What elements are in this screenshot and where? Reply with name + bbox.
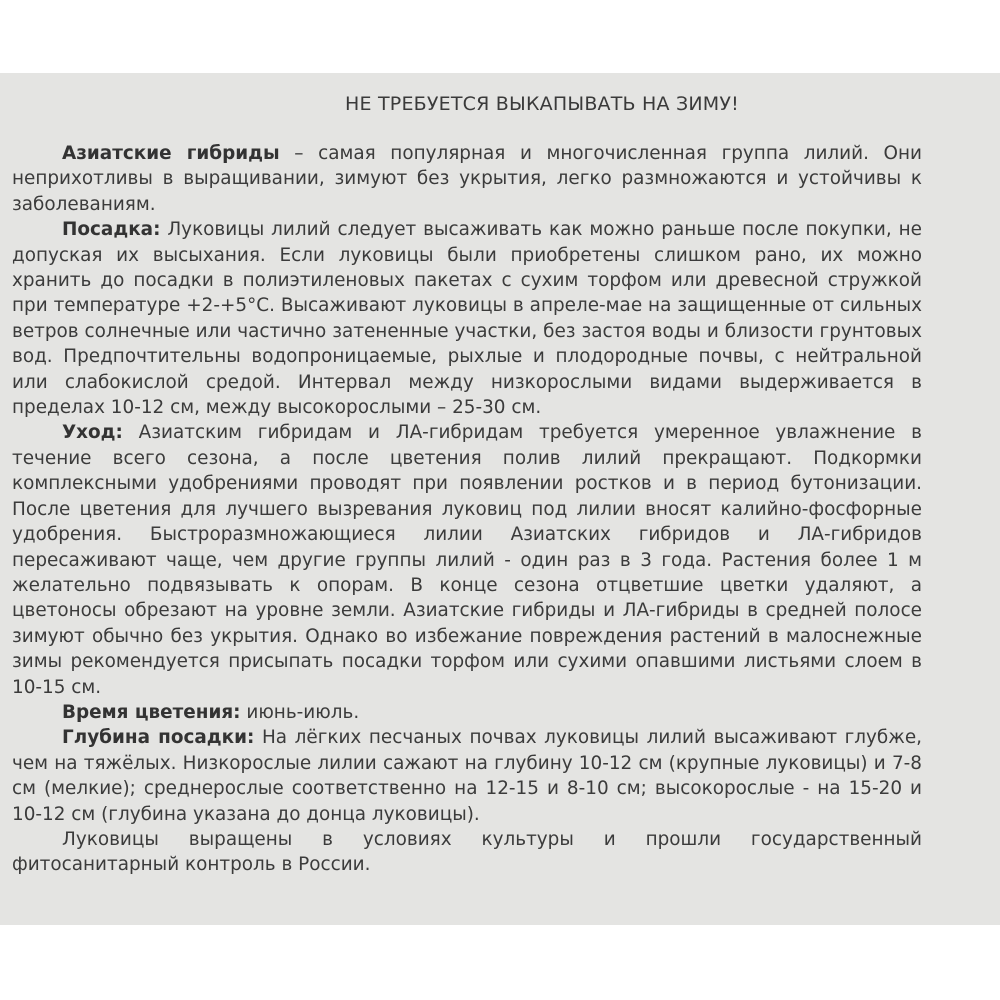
paragraph-care [12, 420, 922, 699]
paragraph-lead: Глубина посадки: [62, 727, 255, 749]
paragraph-lead: Посадка: [62, 219, 161, 241]
paragraph-text: июнь-июль. [240, 701, 360, 723]
paragraph-text: Луковицы выращены в условиях культуры и прошли государственный фитосанитарный контроль в России. [12, 828, 922, 876]
paragraph-planting-depth [12, 725, 922, 827]
paragraph-text: Луковицы лилий следует высаживать как можно раньше после покупки, не допуская их высыхания. Если луковицы были приобретены слишком рано, их можно хранить до посадки в полиэтиленовых пакетах с сухим торфом или древесной стружкой при температуре +2-+5°С. Высаживают луковицы в апреле-мае на защищенные от сильных ветров солнечные или частично затененные участки, без застоя воды и близости грунтовых вод. Предпочтительны водопроницаемые, рыхлые и плодородные почвы, с нейтральной или слабокислой средой. Интервал между низкорослыми видами выдерживается в пределах 10-12 см, между высокорослыми – 25-30 см. [12, 219, 922, 419]
paragraph-planting [12, 217, 922, 420]
paragraph-text: – самая популярная и многочисленная группа лилий. Они неприхотливы в выращивании, зимуют без укрытия, легко размножаются и устойчивы к заболеваниям. [12, 143, 922, 215]
label-heading: НЕ ТРЕБУЕТСЯ ВЫКАПЫВАТЬ НА ЗИМУ! [345, 93, 739, 115]
label-body [12, 141, 922, 878]
paragraph-lead: Уход: [62, 422, 123, 444]
paragraph-text: На лёгких песчаных почвах луковицы лилий высаживают глубже, чем на тяжёлых. Низкорослые лилии сажают на глубину 10-12 см (крупные луковицы) и 7-8 см (мелкие); среднерослые соответственно на 12-15 и 8-10 см; высокорослые - на 15-20 и 10-12 см (глубина указана до донца луковицы). [12, 727, 923, 825]
paragraph-asiatic-hybrids [12, 141, 922, 217]
paragraph-blooming-time [12, 700, 922, 725]
paragraph-lead: Время цветения: [62, 701, 241, 723]
paragraph-text: Азиатским гибридам и ЛА-гибридам требуется умеренное увлажнение в течение всего сезона, а после цветения полив лилий прекращают. Подкормки комплексными удобрениями проводят при появлении ростков и в период бутонизации. После цветения для лучшего вызревания луковиц под лилии вносят калийно-фосфорные удобрения. Быстроразмножающиеся лилии Азиатских гибридов и ЛА-гибридов пересаживают чаще, чем другие группы лилий - один раз в 3 года. Растения более 1 м желательно подвязывать к опорам. В конце сезона отцветшие цветки удаляют, а цветоносы обрезают на уровне земли. Азиатские гибриды и ЛА-гибриды в средней полосе зимуют обычно без укрытия. Однако во избежание повреждения растений в малоснежные зимы рекомендуется присыпать посадки торфом или сухими опавшими листьями слоем в 10-15 см. [12, 422, 922, 698]
paragraph-lead: Азиатские гибриды [62, 143, 280, 164]
paragraph-phytosanitary [12, 827, 922, 878]
printed-label-sheet [0, 73, 1000, 925]
